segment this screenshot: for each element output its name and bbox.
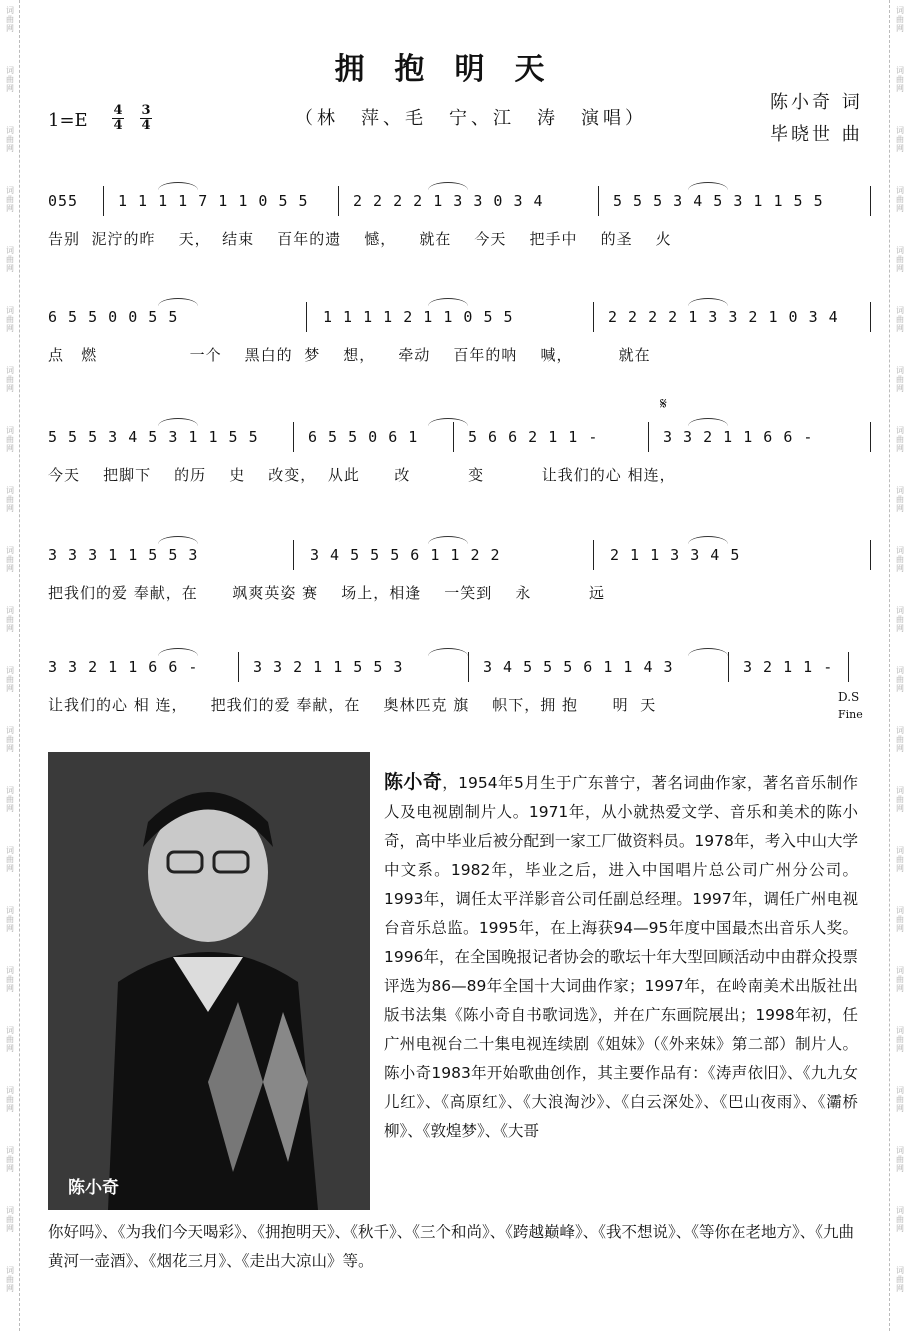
margin-mark: 词 曲 网 [6, 1086, 14, 1113]
margin-mark: 词 曲 网 [896, 726, 904, 753]
margin-mark: 词 曲 网 [896, 846, 904, 873]
margin-mark: 词 曲 网 [896, 126, 904, 153]
right-margin-strip [889, 0, 909, 1331]
segno-mark: 𝄋 [660, 394, 667, 413]
margin-mark: 词 曲 网 [896, 1086, 904, 1113]
margin-mark: 词 曲 网 [896, 906, 904, 933]
margin-mark: 词 曲 网 [6, 546, 14, 573]
bar-line [238, 652, 239, 682]
margin-mark: 词 曲 网 [896, 966, 904, 993]
notation-row [48, 308, 870, 332]
margin-mark: 词 曲 网 [896, 246, 904, 273]
margin-mark: 词 曲 网 [896, 786, 904, 813]
slur-arc [688, 536, 728, 544]
margin-mark: 词 曲 网 [6, 666, 14, 693]
margin-mark: 词 曲 网 [896, 1266, 904, 1293]
biography-text [384, 768, 858, 1146]
measure-notes: 3 3 3 1 1 5 5 3 [48, 546, 199, 564]
bar-line [338, 186, 339, 216]
bar-line [293, 422, 294, 452]
slur-arc [688, 648, 728, 656]
measure-notes: 6 5 5 0 6 1 [308, 428, 419, 446]
bar-line [870, 540, 871, 570]
lyricist-credit: 陈小奇 词 [770, 92, 863, 113]
bar-line [293, 540, 294, 570]
measure-notes: 3 3 2 1 1 5 5 3 [253, 658, 404, 676]
margin-mark: 词 曲 网 [6, 366, 14, 393]
margin-mark: 词 曲 网 [896, 1206, 904, 1233]
margin-mark: 词 曲 网 [896, 186, 904, 213]
notation-row [48, 192, 870, 216]
slur-arc [428, 182, 468, 190]
margin-mark: 词 曲 网 [6, 246, 14, 273]
margin-mark: 词 曲 网 [896, 546, 904, 573]
measure-notes: 2 2 2 2 1 3 3 0 3 4 [353, 192, 544, 210]
notation-row [48, 658, 870, 682]
meter-3-4: $\frac{3}{4}$ [141, 103, 151, 133]
bar-line [870, 422, 871, 452]
slur-arc [688, 182, 728, 190]
key-signature: 1=E [48, 110, 88, 131]
slur-arc [158, 536, 198, 544]
measure-notes: 3 4 5 5 5 6 1 1 4 3 [483, 658, 674, 676]
margin-mark: 词 曲 网 [896, 606, 904, 633]
slur-arc [158, 648, 198, 656]
measure-notes: 2 1 1 3 3 4 5 [610, 546, 741, 564]
lyric-row: 告别 泥泞的昨 天， 结束 百年的遗 憾， 就在 今天 把手中 的圣 火 [48, 230, 672, 248]
meter-4-4: $\frac{4}{4}$ [113, 103, 123, 133]
margin-mark: 词 曲 网 [6, 306, 14, 333]
composer-photo [48, 752, 370, 1210]
slur-arc [158, 298, 198, 306]
lyric-row: 今天 把脚下 的历 史 改变， 从此 改 变 让我们的心 相连， [48, 466, 676, 484]
bar-line [848, 652, 849, 682]
lyric-row: 点 燃 一个 黑白的 梦 想， 牵动 百年的呐 喊， 就在 [48, 346, 651, 364]
measure-notes: 3 3 2 1 1 6 6 - [663, 428, 814, 446]
bar-line [728, 652, 729, 682]
margin-mark: 词 曲 网 [896, 6, 904, 33]
fine-marking: Fine [838, 708, 863, 721]
ds-marking: D.S [838, 690, 860, 704]
margin-mark: 词 曲 网 [6, 1206, 14, 1233]
measure-notes: 6 5 5 0 0 5 5 [48, 308, 179, 326]
margin-mark: 词 曲 网 [6, 1266, 14, 1293]
margin-mark: 词 曲 网 [6, 786, 14, 813]
margin-mark: 词 曲 网 [896, 66, 904, 93]
margin-mark: 词 曲 网 [896, 306, 904, 333]
margin-mark: 词 曲 网 [6, 1026, 14, 1053]
bio-name: 陈小奇 [384, 771, 443, 793]
left-margin-strip [0, 0, 20, 1331]
portrait-illustration [48, 752, 370, 1210]
measure-notes: 3 4 5 5 5 6 1 1 2 2 [310, 546, 501, 564]
notation-row [48, 428, 870, 452]
margin-mark: 词 曲 网 [896, 426, 904, 453]
slur-arc [688, 418, 728, 426]
bio-body: ，1954年5月生于广东普宁，著名词曲作家，著名音乐制作人及电视剧制片人。1971年，从小就热爱文学、音乐和美术的陈小奇，高中毕业后被分配到一家工厂做资料员。1978年，考入中山大学中文系。1982年，毕业之后，进入中国唱片总公司广州分公司。1993年，调任太平洋影音公司任副总经理。1997年，调任广州电视台音乐总监。1995年，在上海获94—95年度中国最杰出音乐人奖。1996年，在全国晚报记者协会的歌坛十年大型回顾活动中由群众投票评选为86—89年全国十大词曲作家；1997年，在岭南美术出版社出版书法集《陈小奇自书歌词选》，并在广东画院展出；1998年初，任广州电视台二十集电视连续剧《姐妹》（《外来妹》第二部）制片人。陈小奇1983年开始歌曲创作，其主要作品有：《涛声依旧》、《九九女儿红》、《高原红》、《大浪淘沙》、《白云深处》、《巴山夜雨》、《灞桥柳》、《敦煌梦》、《大哥 [384, 774, 858, 1140]
singers-line: （林 萍、毛 宁、江 涛 演唱） [295, 108, 647, 129]
measure-notes: 5 5 5 3 4 5 3 1 1 5 5 [48, 428, 259, 446]
bar-line [453, 422, 454, 452]
lyric-row: 让我们的心 相 连， 把我们的爱 奉献，在 奥林匹克 旗 帜下，拥 抱 明 天 [48, 696, 657, 714]
bar-line [870, 302, 871, 332]
notation-row [48, 546, 870, 570]
margin-mark: 词 曲 网 [6, 426, 14, 453]
measure-notes: 1 1 1 1 2 1 1 0 5 5 [323, 308, 514, 326]
bar-line [306, 302, 307, 332]
biography-tail: 你好吗》、《为我们今天喝彩》、《拥抱明天》、《秋千》、《三个和尚》、《跨越巅峰》、《我不想说》、《等你在老地方》、《九曲黄河一壶酒》、《烟花三月》、《走出大凉山》等。 [48, 1223, 855, 1270]
slur-arc [428, 648, 468, 656]
margin-mark: 词 曲 网 [6, 486, 14, 513]
measure-notes: 1 1 1 1 7 1 1 0 5 5 [118, 192, 309, 210]
measure-notes: 3 2 1 1 - [743, 658, 834, 676]
margin-mark: 词 曲 网 [6, 126, 14, 153]
margin-mark: 词 曲 网 [6, 66, 14, 93]
slur-arc [688, 298, 728, 306]
bar-line [648, 422, 649, 452]
slur-arc [428, 298, 468, 306]
bar-line [870, 186, 871, 216]
margin-mark: 词 曲 网 [896, 366, 904, 393]
lyric-row: 把我们的爱 奉献，在 飒爽英姿 赛 场上，相逢 一笑到 永 远 [48, 584, 606, 602]
margin-mark: 词 曲 网 [896, 486, 904, 513]
bar-line [598, 186, 599, 216]
measure-notes: 2 2 2 2 1 3 3 2 1 0 3 4 [608, 308, 839, 326]
slur-arc [428, 418, 468, 426]
margin-mark: 词 曲 网 [6, 606, 14, 633]
margin-mark: 词 曲 网 [6, 906, 14, 933]
bar-line [593, 302, 594, 332]
bar-line [593, 540, 594, 570]
slur-arc [158, 418, 198, 426]
slur-arc [428, 536, 468, 544]
margin-mark: 词 曲 网 [6, 726, 14, 753]
margin-mark: 词 曲 网 [6, 1146, 14, 1173]
measure-notes: 5 6 6 2 1 1 - [468, 428, 599, 446]
margin-mark: 词 曲 网 [6, 966, 14, 993]
measure-notes: 5 5 5 3 4 5 3 1 1 5 5 [613, 192, 824, 210]
song-title: 拥抱明天 [334, 52, 575, 87]
photo-caption: 陈小奇 [68, 1178, 119, 1198]
margin-mark: 词 曲 网 [6, 846, 14, 873]
margin-mark: 词 曲 网 [896, 1026, 904, 1053]
bar-line [468, 652, 469, 682]
margin-mark: 词 曲 网 [6, 6, 14, 33]
measure-notes: 055 [48, 192, 79, 210]
slur-arc [158, 182, 198, 190]
margin-mark: 词 曲 网 [896, 666, 904, 693]
margin-mark: 词 曲 网 [896, 1146, 904, 1173]
bar-line [103, 186, 104, 216]
composer-credit: 毕晓世 曲 [770, 124, 863, 145]
measure-notes: 3 3 2 1 1 6 6 - [48, 658, 199, 676]
margin-mark: 词 曲 网 [6, 186, 14, 213]
